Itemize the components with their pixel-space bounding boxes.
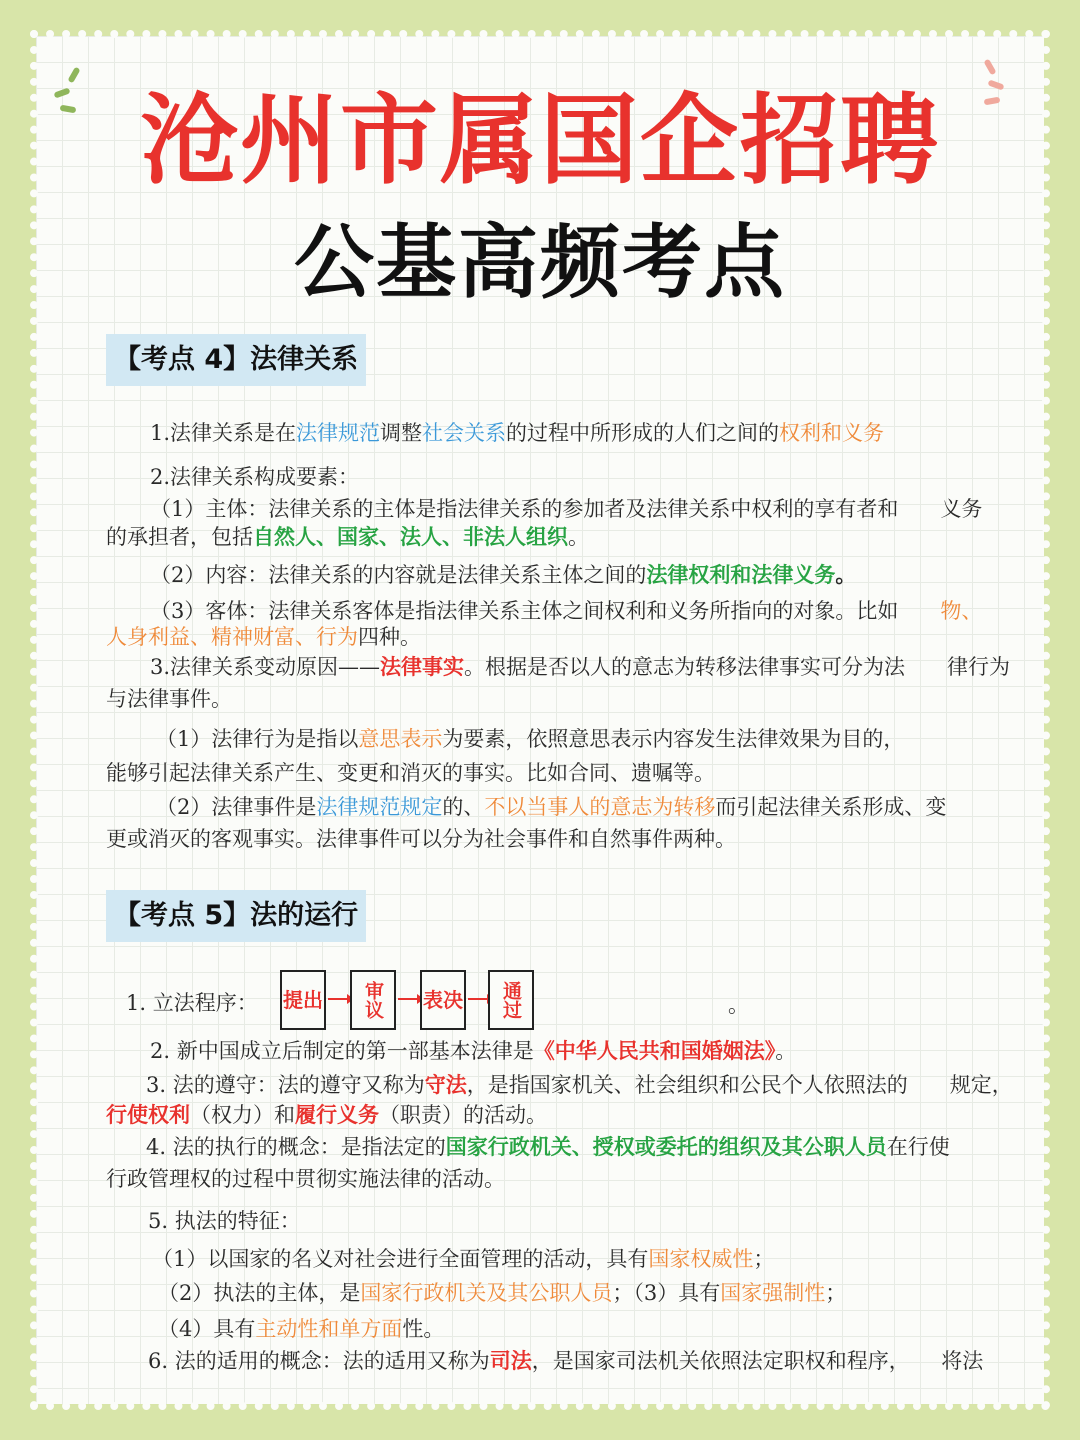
s4-line-5 bbox=[150, 560, 856, 590]
text: （2）法律事件是 bbox=[156, 795, 317, 819]
highlight: 法律权利和法律义务 bbox=[646, 562, 836, 587]
text: ，是国家司法机关依照法定职权和程序， 将法 bbox=[531, 1349, 984, 1373]
highlight: 物、 bbox=[940, 599, 983, 623]
page-title: 沧州市属国企招聘 bbox=[139, 84, 940, 198]
s4-line-2: 2.法律关系构成要素： bbox=[150, 465, 360, 489]
s4-line-1 bbox=[150, 418, 884, 448]
highlight: 法律规范 bbox=[296, 421, 381, 445]
text: 6. 法的适用的概念：法的适用又称为 bbox=[148, 1349, 490, 1373]
highlight: 守法 bbox=[424, 1072, 467, 1097]
arrow-icon bbox=[398, 998, 418, 1000]
s4-line-10 bbox=[156, 724, 904, 754]
s4-line-9: 与法律事件。 bbox=[106, 687, 232, 711]
text: ，是指国家机关、社会组织和公民个人依照法的 规定， bbox=[466, 1073, 1013, 1097]
page-subtitle bbox=[266, 198, 814, 313]
s5-line-8 bbox=[152, 1244, 774, 1274]
text: （权力）和 bbox=[190, 1103, 295, 1127]
highlight: 国家行政机关及其公职人员 bbox=[360, 1281, 613, 1305]
s5-line-3 bbox=[146, 1070, 1013, 1100]
highlight: 自然人、国家、法人、非法人组织 bbox=[253, 524, 568, 549]
page-subtitle-text: 公基高频考点 bbox=[294, 216, 786, 309]
s4-line-3: （1）主体：法律关系的主体是指法律关系的参加者及法律关系中权利的享有者和 义务 bbox=[150, 497, 983, 521]
text: 而引起法律关系形成、变 bbox=[715, 795, 947, 819]
highlight: 社会关系 bbox=[422, 421, 507, 445]
s4-line-12 bbox=[156, 792, 946, 822]
text: 1.法律关系是在 bbox=[150, 421, 297, 445]
text: （4）具有 bbox=[158, 1317, 256, 1341]
highlight: 意思表示 bbox=[358, 727, 443, 751]
flow-step-propose: 提出 bbox=[280, 970, 326, 1030]
highlight: 权利和义务 bbox=[779, 421, 885, 445]
text: 四种。 bbox=[358, 625, 421, 649]
text: （2）执法的主体，是 bbox=[158, 1281, 361, 1305]
s4-line-11: 能够引起法律关系产生、变更和消灭的事实。比如合同、遗嘱等。 bbox=[106, 761, 715, 785]
highlight: 人身利益、精神财富、行为 bbox=[106, 625, 358, 649]
highlight: 行使权利 bbox=[106, 1102, 190, 1127]
subtitle-wrap bbox=[0, 198, 1080, 313]
highlight: 法律规范规定 bbox=[316, 795, 443, 819]
highlight: 法律事实 bbox=[380, 654, 465, 679]
s4-line-7 bbox=[106, 622, 421, 652]
highlight: 主动性和单方面 bbox=[255, 1317, 403, 1341]
legislation-label: 1. 立法程序： bbox=[126, 991, 258, 1015]
text: ；（3）具有 bbox=[612, 1281, 721, 1305]
s5-line-10 bbox=[158, 1314, 444, 1344]
text: 3.法律关系变动原因—— bbox=[150, 655, 381, 679]
text: 。根据是否以人的意志为转移法律事实可分为法 律行为 bbox=[464, 655, 1011, 679]
text: ； bbox=[825, 1281, 847, 1305]
s5-line-11 bbox=[148, 1346, 983, 1376]
legislation-end: 。 bbox=[728, 993, 749, 1017]
s5-line-4 bbox=[106, 1100, 547, 1130]
text: 3. 法的遵守：法的遵守又称为 bbox=[146, 1073, 425, 1097]
s4-line-13: 更或消灭的客观事实。法律事件可以分为社会事件和自然事件两种。 bbox=[106, 827, 736, 851]
text: 4. 法的执行的概念：是指法定的 bbox=[146, 1135, 446, 1159]
highlight: 国家权威性 bbox=[648, 1247, 754, 1271]
text: 。 bbox=[775, 1039, 797, 1063]
highlight: 国家行政机关、授权或委托的组织及其公职人员 bbox=[445, 1134, 887, 1159]
arrow-icon bbox=[328, 998, 348, 1000]
text: （1）以国家的名义对社会进行全面管理的活动，具有 bbox=[152, 1247, 649, 1271]
text: （1）法律行为是指以 bbox=[156, 727, 359, 751]
s5-line-2 bbox=[150, 1036, 796, 1066]
s4-line-8 bbox=[150, 652, 1010, 682]
text: ； bbox=[753, 1247, 775, 1271]
text: 调整 bbox=[380, 421, 423, 445]
text: 的承担者，包括 bbox=[106, 525, 253, 549]
text: 2. 新中国成立后制定的第一部基本法律是 bbox=[150, 1039, 534, 1063]
highlight: 《中华人民共和国婚姻法》 bbox=[533, 1038, 776, 1063]
text: 。 bbox=[568, 525, 589, 549]
text: 的过程中所形成的人们之间的 bbox=[506, 421, 780, 445]
s5-line-9 bbox=[158, 1278, 846, 1308]
text: 的、 bbox=[442, 795, 485, 819]
s5-line-5 bbox=[146, 1132, 950, 1162]
highlight: 不以当事人的意志为转移 bbox=[484, 795, 716, 819]
flow-step-review: 审议 bbox=[350, 970, 396, 1030]
s5-line-6: 行政管理权的过程中贯彻实施法律的活动。 bbox=[106, 1167, 505, 1191]
section-header-5: 【考点 5】法的运行 bbox=[106, 890, 366, 942]
text: 性。 bbox=[402, 1317, 445, 1341]
highlight: 履行义务 bbox=[295, 1102, 379, 1127]
s4-line-4 bbox=[106, 522, 589, 552]
flow-step-vote: 表决 bbox=[420, 970, 466, 1030]
section-header-4: 【考点 4】法律关系 bbox=[106, 334, 366, 386]
text: （2）内容：法律关系的内容就是法律关系主体之间的 bbox=[150, 563, 647, 587]
flow-step-pass: 通过 bbox=[488, 970, 534, 1030]
highlight: 国家强制性 bbox=[720, 1281, 826, 1305]
text: 为要素，依照意思表示内容发生法律效果为目的， bbox=[442, 727, 905, 751]
arrow-icon bbox=[468, 998, 488, 1000]
text: （职责）的活动。 bbox=[379, 1103, 547, 1127]
highlight: 司法 bbox=[489, 1348, 532, 1373]
text: （3）客体：法律关系客体是指法律关系主体之间权利和义务所指向的对象。比如 bbox=[150, 599, 941, 623]
text: 。 bbox=[835, 562, 857, 587]
s5-line-7: 5. 执法的特征： bbox=[148, 1209, 301, 1233]
text: 在行使 bbox=[886, 1135, 950, 1159]
